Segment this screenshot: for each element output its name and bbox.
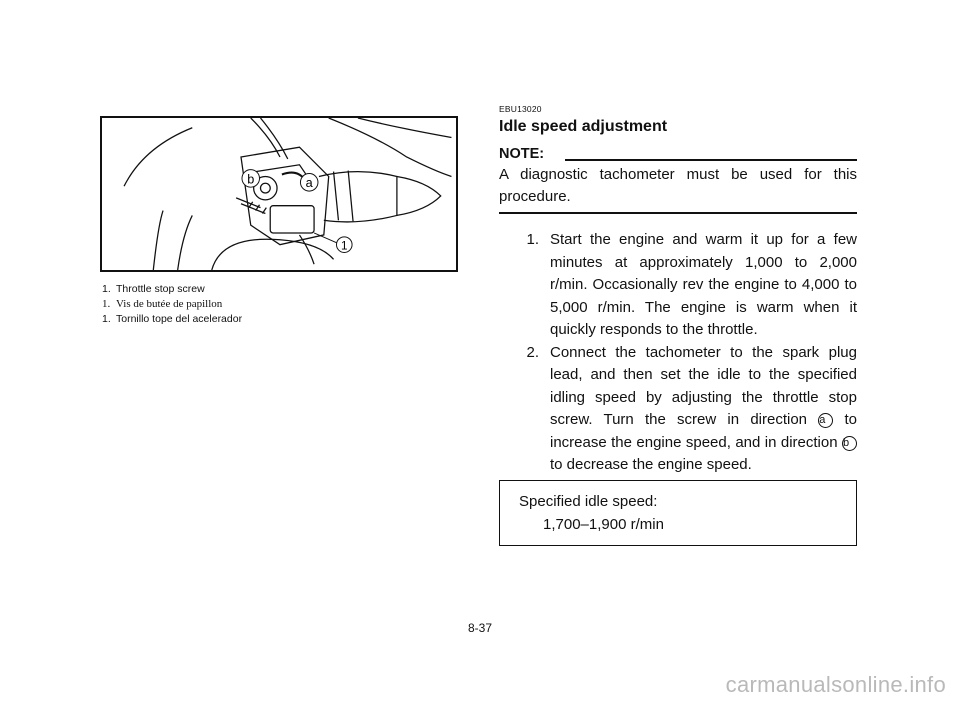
step-2	[499, 342, 857, 477]
specification-box	[499, 480, 857, 546]
watermark: carmanualsonline.info	[725, 672, 946, 697]
step-text-part: to increase the engine speed, and in direction	[550, 411, 858, 451]
section-code: EBU13020	[499, 104, 542, 114]
note-rule	[565, 159, 857, 161]
caption-english	[102, 282, 242, 297]
section-title: Idle speed adjustment	[499, 118, 668, 135]
caption-number: 1.	[102, 298, 111, 310]
step-text: Start the engine and warm it up for a few minutes at approximately 1,000 to 2,000 r/min. Occasionally rev the engine to 4,000 to 5,000 r/min. The engine is warm when it quickly responds to the throttle.	[550, 231, 857, 338]
carburetor-drawing	[102, 118, 456, 270]
caption-spanish	[102, 312, 242, 327]
step-1	[499, 229, 857, 342]
step-number: 1.	[526, 231, 539, 248]
page-number: 8-37	[467, 621, 493, 635]
callout-1: 1	[341, 239, 348, 253]
callout-b: b	[247, 172, 255, 187]
spec-value: 1,700–1,900 r/min	[543, 516, 664, 533]
step-text	[550, 342, 857, 477]
callout-a: a	[305, 176, 313, 191]
caption-text: Tornillo tope del acelerador	[116, 313, 243, 325]
caption-text: Vis de butée de papillon	[116, 298, 223, 310]
direction-a-marker: a	[818, 413, 833, 428]
spec-label: Specified idle speed:	[519, 493, 658, 510]
figure-captions	[102, 282, 242, 327]
note-header	[499, 148, 857, 162]
caption-number: 1.	[102, 283, 111, 295]
direction-b-marker: b	[842, 436, 857, 451]
caption-french	[102, 297, 242, 312]
note-end-rule	[499, 212, 857, 214]
step-text-part: Connect the tachometer to the spark plug lead, and then set the idle to the specified idling speed by adjusting the throttle stop screw. Turn the screw in direction	[550, 343, 857, 428]
note-text: A diagnostic tachometer must be used for this procedure.	[499, 166, 857, 205]
procedure-steps	[499, 229, 857, 477]
step-number: 2.	[526, 343, 539, 361]
caption-text: Throttle stop screw	[116, 283, 205, 295]
note-label: NOTE:	[499, 146, 545, 162]
step-text-part: to decrease the engine speed.	[550, 456, 752, 473]
carburetor-illustration	[100, 116, 458, 272]
caption-number: 1.	[102, 313, 111, 325]
